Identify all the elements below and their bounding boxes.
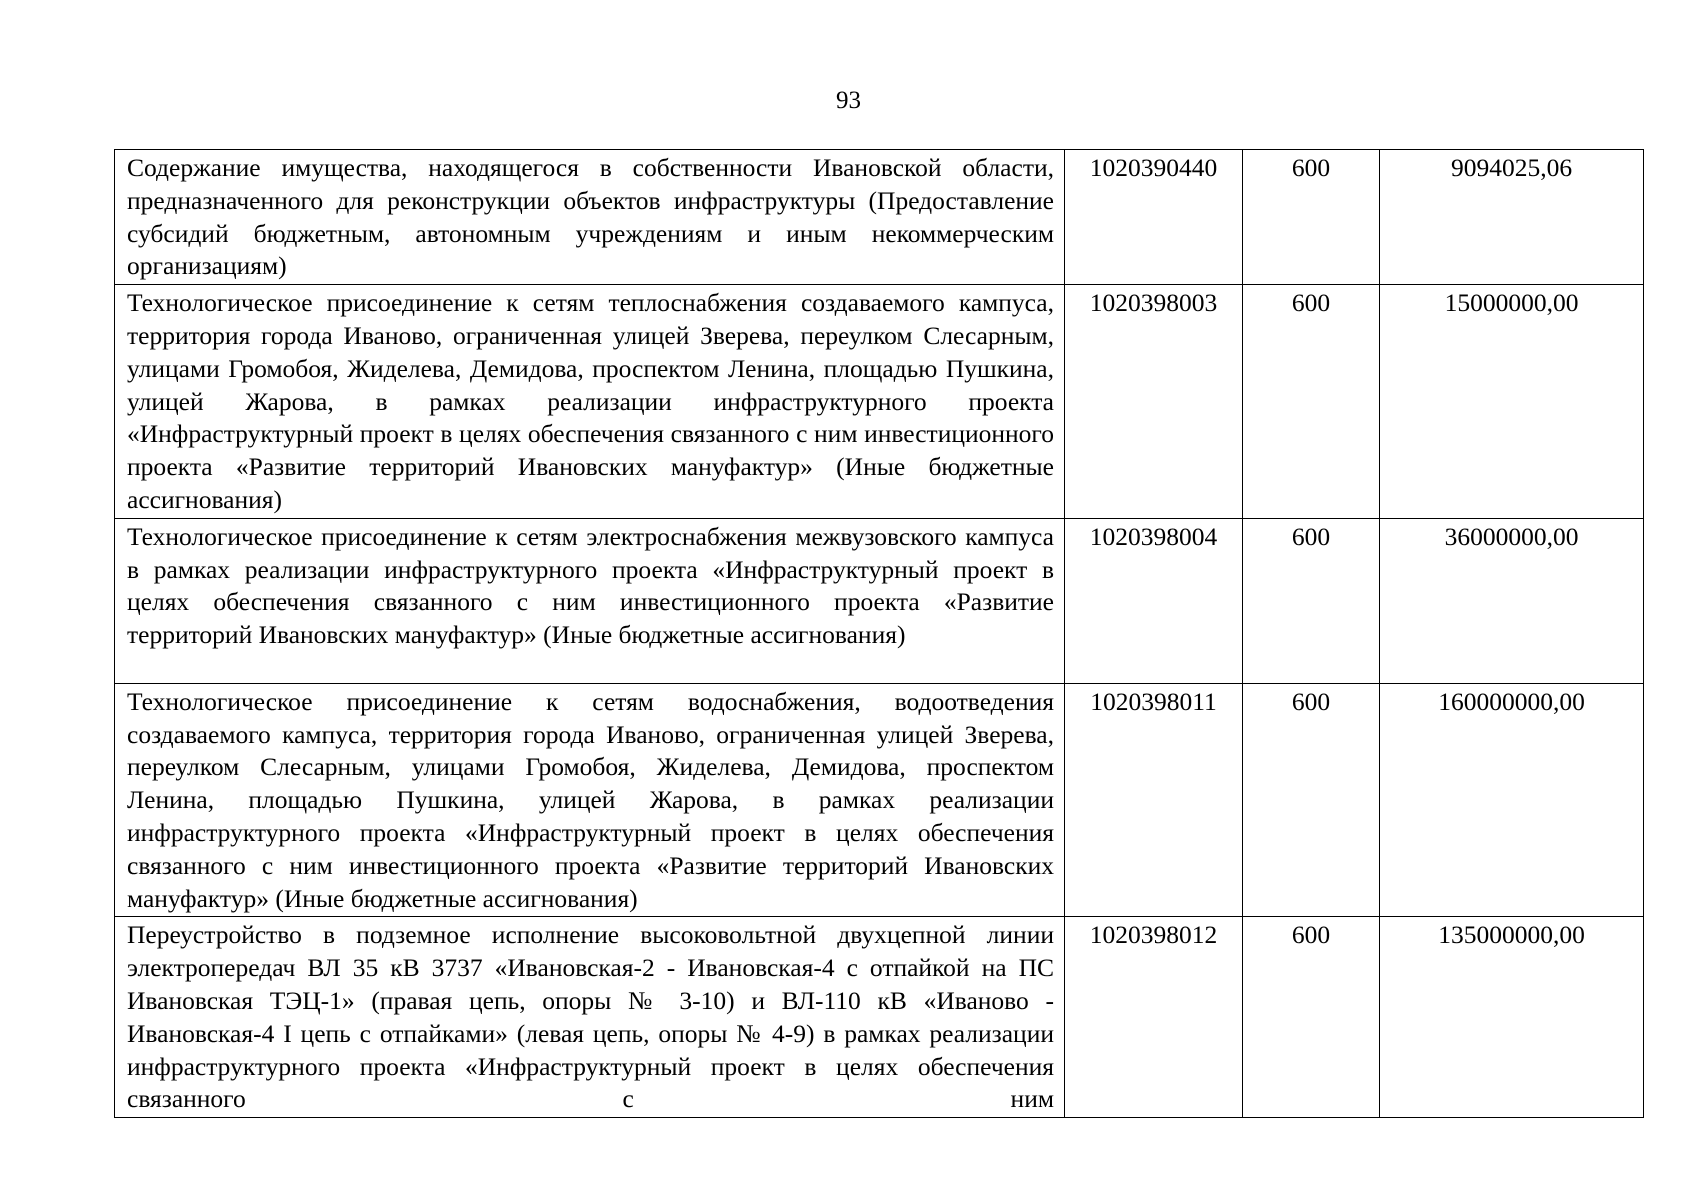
row-description: Переустройство в подземное исполнение высоковольтной двухцепной линии электропередач ВЛ 35 кВ 3737 «Ивановская-2 - Ивановская-4 с отпайкой на ПС Ивановская ТЭЦ-1» (правая цепь, опоры № 3-10) и ВЛ-110 кВ «Иваново - Ивановская-4 I цепь с отпайками» (левая цепь, опоры № 4-9) в рамках реализации инфраструктурного проекта «Инфраструктурный проект в целях обеспечения связанного с ним <box>115 917 1065 1118</box>
row-expense-kind: 600 <box>1243 683 1380 917</box>
row-description: Технологическое присоединение к сетям электроснабжения межвузовского кампуса в рамках реализации инфраструктурного проекта «Инфраструктурный проект в целях обеспечения связанного с ним инвестиционного проекта «Развитие территорий Ивановских мануфактур» (Иные бюджетные ассигнования) <box>115 518 1065 683</box>
row-expense-kind: 600 <box>1243 518 1380 683</box>
row-amount: 135000000,00 <box>1380 917 1644 1118</box>
row-description: Технологическое присоединение к сетям теплоснабжения создаваемого кампуса, территория города Иваново, ограниченная улицей Зверева, переулком Слесарным, улицами Громобоя, Жиделева, Демидова, проспектом Ленина, площадью Пушкина, улицей Жарова, в рамках реализации инфраструктурного проекта «Инфраструктурный проект в целях обеспечения связанного с ним инвестиционного проекта «Развитие территорий Ивановских мануфактур» (Иные бюджетные ассигнования) <box>115 285 1065 519</box>
table-row <box>115 150 1644 285</box>
row-target-code: 1020398012 <box>1065 917 1243 1118</box>
row-amount: 15000000,00 <box>1380 285 1644 519</box>
row-expense-kind: 600 <box>1243 917 1380 1118</box>
page-number: 93 <box>836 87 861 114</box>
row-description: Содержание имущества, находящегося в собственности Ивановской области, предназначенного для реконструкции объектов инфраструктуры (Предоставление субсидий бюджетным, автономным учреждениям и иным некоммерческим организациям) <box>115 150 1065 285</box>
row-expense-kind: 600 <box>1243 150 1380 285</box>
row-amount: 9094025,06 <box>1380 150 1644 285</box>
budget-table <box>114 149 1644 1118</box>
table-row <box>115 917 1644 1118</box>
row-amount: 160000000,00 <box>1380 683 1644 917</box>
row-target-code: 1020398004 <box>1065 518 1243 683</box>
table-row <box>115 518 1644 683</box>
row-target-code: 1020398011 <box>1065 683 1243 917</box>
row-expense-kind: 600 <box>1243 285 1380 519</box>
table-row <box>115 285 1644 519</box>
row-target-code: 1020390440 <box>1065 150 1243 285</box>
table-row <box>115 683 1644 917</box>
row-target-code: 1020398003 <box>1065 285 1243 519</box>
row-amount: 36000000,00 <box>1380 518 1644 683</box>
row-description: Технологическое присоединение к сетям водоснабжения, водоотведения создаваемого кампуса, территория города Иваново, ограниченная улицей Зверева, переулком Слесарным, улицами Громобоя, Жиделева, Демидова, проспектом Ленина, площадью Пушкина, улицей Жарова, в рамках реализации инфраструктурного проекта «Инфраструктурный проект в целях обеспечения связанного с ним инвестиционного проекта «Развитие территорий Ивановских мануфактур» (Иные бюджетные ассигнования) <box>115 683 1065 917</box>
